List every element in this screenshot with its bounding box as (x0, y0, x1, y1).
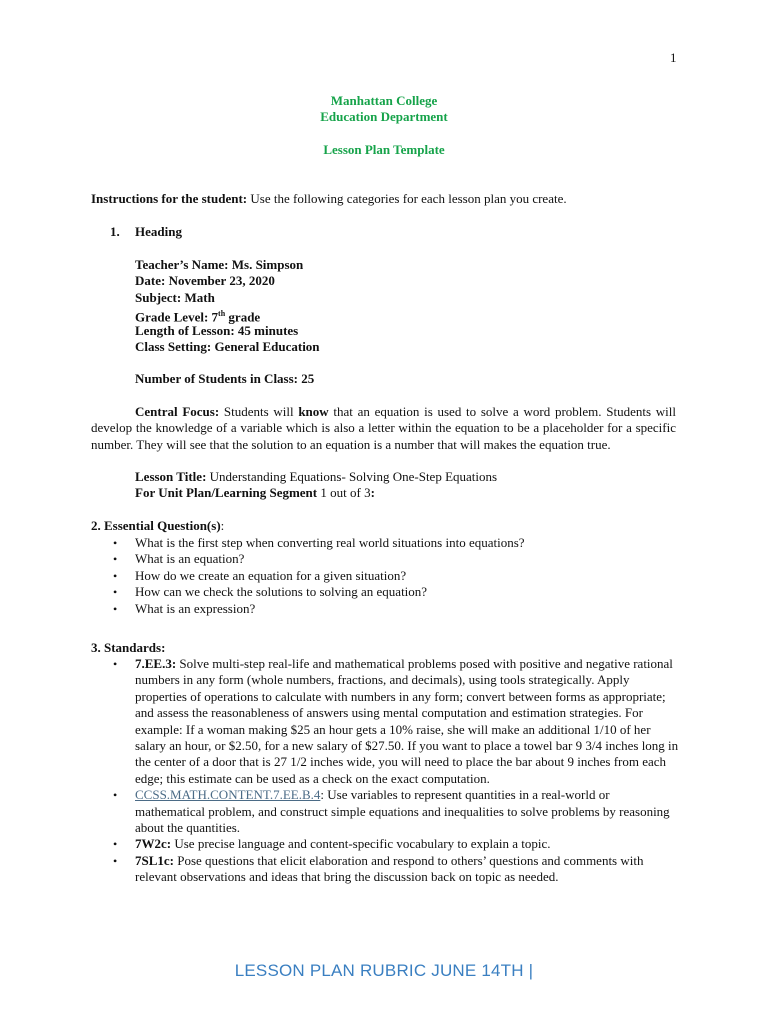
list-item: • What is an equation? (91, 551, 691, 567)
list-item: • How do we create an equation for a given situation? (91, 568, 691, 584)
standard-code: 7.EE.3: (135, 656, 177, 671)
standard-item (91, 836, 681, 852)
grade-level-sup: th (218, 309, 226, 319)
lesson-subject: Subject: Math (135, 289, 215, 305)
lesson-info (135, 469, 675, 502)
number-of-students: Number of Students in Class: 25 (135, 371, 315, 386)
standard-item (91, 787, 681, 836)
standards-list (91, 656, 681, 886)
college-name: Manhattan College (330, 93, 438, 108)
template-title: Lesson Plan Template (323, 142, 445, 158)
standard-item (91, 656, 681, 787)
list-item: • What is the first step when converting real world situations into equations? (91, 535, 691, 551)
lesson-date: Date: November 23, 2020 (135, 273, 275, 289)
essential-questions-title: 2. Essential Question(s) (91, 518, 221, 533)
section-number-heading: 1. (110, 224, 120, 239)
page-number: 1 (670, 50, 677, 65)
standard-code: 7SL1c: (135, 852, 174, 868)
grade-level-suffix: grade (225, 309, 261, 325)
standard-text: Pose questions that elicit elaboration and respond to others’ questions and comments with relevant observations and ideas that bring the discussion back on topic as needed. (135, 852, 644, 885)
list-item: • What is an expression? (91, 601, 691, 617)
unit-plan (135, 485, 675, 501)
central-focus-label: Central Focus: (135, 404, 220, 419)
class-setting: Class Setting: General Education (135, 338, 320, 354)
central-focus (91, 404, 676, 453)
unit-plan-colon: : (370, 485, 375, 501)
department-name: Education Department (320, 109, 448, 125)
lesson-title-text: Understanding Equations- Solving One-Step Equations (206, 469, 498, 484)
grade-level-prefix: Grade Level: 7 (135, 309, 219, 325)
teacher-name: Teacher’s Name: Ms. Simpson (135, 257, 304, 272)
standard-text: : Use variables to represent quantities in a real-world or mathematical problem, and construct simple equations and inequalities to solve problems by reasoning about the quantities. (135, 787, 670, 836)
instructions (91, 191, 691, 207)
central-focus-text-b: that an equation is used to solve a word problem. Students will develop the knowledge of a variable which is also a letter within the equation to be a placeholder for a specific number. They will see that the solution to an equation is a number that will makes the equation true. (91, 404, 676, 452)
standard-text: Use precise language and content-specific vocabulary to explain a topic. (171, 836, 551, 852)
instructions-text: Use the following categories for each lesson plan you create. (247, 191, 567, 206)
document-header (0, 93, 768, 159)
unit-plan-text: 1 out of 3 (317, 485, 371, 501)
instructions-label: Instructions for the student: (91, 191, 248, 206)
lesson-title-label: Lesson Title: (135, 469, 207, 484)
essential-questions-heading (91, 518, 691, 534)
header-spacer (0, 126, 768, 142)
grade-level (135, 306, 675, 325)
central-focus-know: know (298, 404, 329, 419)
standard-text: Solve multi-step real-life and mathematical problems posed with positive and negative rational numbers in any form (whole numbers, fractions, and decimals), using tools strategically. Apply properties of operations to calculate with numbers in any form; convert between forms as appropriate; and assess the reasonableness of answers using mental computation and estimation strategies. For example: If a woman making $25 an hour gets a 10% raise, she will make an additional 1/10 of her salary an hour, or $2.50, for a new salary of $27.50. If you want to place a towel bar 9 3/4 inches long in the center of a door that is 27 1/2 inches wide, you will need to place the bar about 9 inches from each edge; this estimate can be used as a check on the exact computation. (135, 656, 679, 786)
central-focus-text-a: Students will (219, 404, 299, 419)
standard-code: 7W2c: (135, 836, 172, 852)
related-document-link[interactable]: LESSON PLAN RUBRIC JUNE 14TH | (234, 961, 534, 980)
unit-plan-label: For Unit Plan/Learning Segment (135, 485, 318, 501)
standard-item (91, 853, 681, 886)
list-item: • How can we check the solutions to solving an equation? (91, 584, 691, 600)
standards-heading: 3. Standards: (91, 640, 166, 655)
lesson-title (135, 469, 675, 485)
essential-questions-list (91, 535, 691, 617)
essential-questions-colon: : (220, 518, 225, 533)
section-heading-label: Heading (135, 224, 182, 239)
standard-link[interactable]: CCSS.MATH.CONTENT.7.EE.B.4 (135, 787, 321, 803)
teacher-details (135, 257, 675, 355)
lesson-length: Length of Lesson: 45 minutes (135, 322, 299, 338)
